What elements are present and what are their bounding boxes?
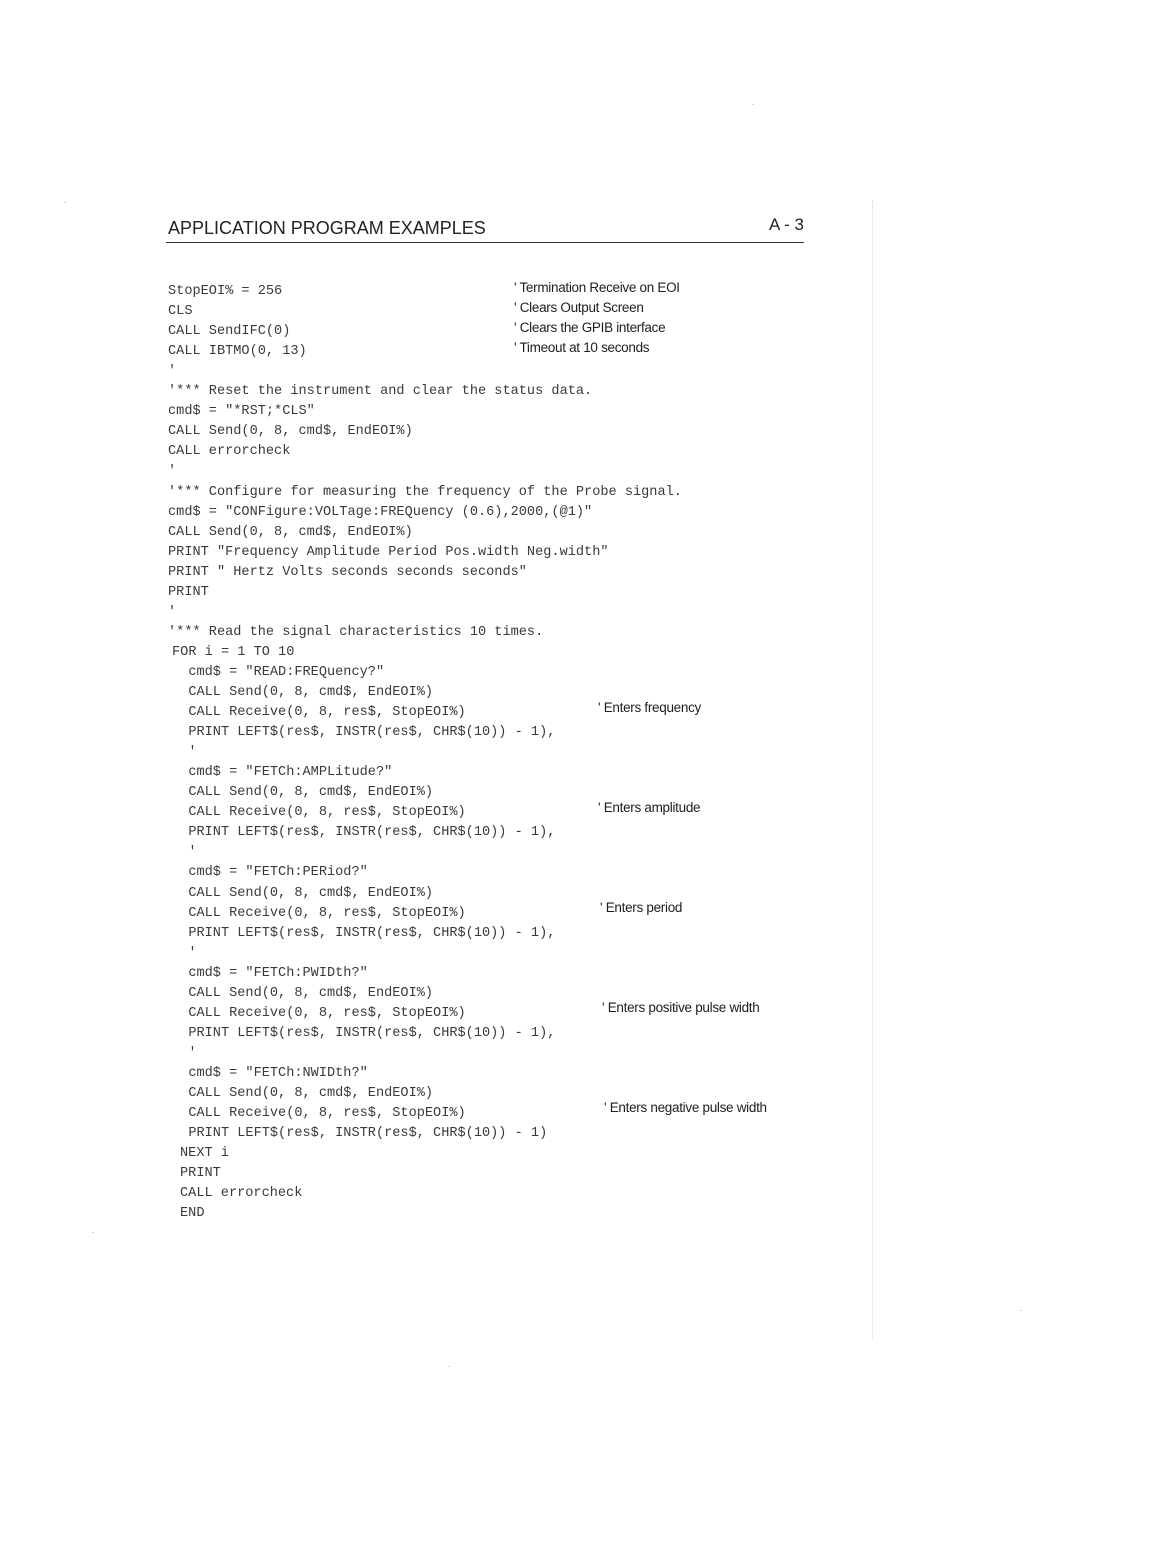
code-comment: ' Enters period xyxy=(600,900,683,915)
code-line: ' xyxy=(172,945,197,961)
code-line: PRINT xyxy=(168,584,209,600)
code-line: CALL Receive(0, 8, res$, StopEOI%) xyxy=(172,1005,466,1021)
code-line: CALL Send(0, 8, cmd$, EndEOI%) xyxy=(172,1086,434,1101)
code-line: cmd$ = "CONFigure:VOLTage:FREQuency (0.6),2000,(@1)" xyxy=(168,504,593,520)
code-line: ' xyxy=(172,845,197,861)
code-line: CALL Send(0, 8, cmd$, EndEOI%) xyxy=(168,424,413,440)
code-line: ' xyxy=(168,364,177,380)
code-comment: ' Termination Receive on EOI xyxy=(514,280,680,295)
code-line: CALL Send(0, 8, cmd$, EndEOI%) xyxy=(172,785,434,801)
code-line: END xyxy=(180,1206,205,1222)
scan-speck xyxy=(1020,1310,1022,1311)
code-line: CALL Send(0, 8, cmd$, EndEOI%) xyxy=(172,685,434,700)
code-line: PRINT LEFT$(res$, INSTR(res$, CHR$(10)) - 1), xyxy=(172,1025,556,1041)
scan-margin-line xyxy=(872,200,873,1340)
code-line: ' xyxy=(172,1045,197,1061)
code-line: CALL errorcheck xyxy=(180,1186,303,1202)
code-line: CALL IBTMO(0, 13) xyxy=(168,344,307,360)
code-line: CALL Send(0, 8, cmd$, EndEOI%) xyxy=(172,985,434,1001)
code-line: PRINT LEFT$(res$, INSTR(res$, CHR$(10)) - 1), xyxy=(172,925,556,941)
code-line: cmd$ = "FETCh:NWIDth?" xyxy=(172,1065,368,1081)
code-line: PRINT LEFT$(res$, INSTR(res$, CHR$(10)) - 1) xyxy=(172,1126,548,1142)
code-line: PRINT LEFT$(res$, INSTR(res$, CHR$(10)) - 1), xyxy=(172,725,556,741)
code-line: cmd$ = "*RST;*CLS" xyxy=(168,404,315,420)
page-number: A - 3 xyxy=(769,215,804,234)
code-line: '*** Read the signal characteristics 10 times. xyxy=(168,624,544,640)
code-line: PRINT "Frequency Amplitude Period Pos.width Neg.width" xyxy=(168,544,609,560)
code-comment: ' Enters negative pulse width xyxy=(604,1100,767,1115)
code-line: PRINT " Hertz Volts seconds seconds seconds" xyxy=(168,564,527,580)
code-comment: ' Timeout at 10 seconds xyxy=(514,340,650,355)
code-line: '*** Reset the instrument and clear the status data. xyxy=(168,384,593,400)
code-line: PRINT xyxy=(180,1166,221,1182)
code-comment: ' Clears Output Screen xyxy=(514,300,644,315)
code-comment: ' Clears the GPIB interface xyxy=(514,320,666,335)
code-line: NEXT i xyxy=(180,1146,229,1162)
code-line: cmd$ = "FETCh:PERiod?" xyxy=(172,865,368,881)
section-title: APPLICATION PROGRAM EXAMPLES xyxy=(168,218,486,238)
code-line: CALL Receive(0, 8, res$, StopEOI%) xyxy=(172,905,466,921)
code-line: cmd$ = "FETCh:PWIDth?" xyxy=(172,965,368,981)
code-line: ' xyxy=(172,745,197,761)
code-line: CALL Receive(0, 8, res$, StopEOI%) xyxy=(172,705,466,721)
scan-speck xyxy=(448,1366,450,1367)
code-line: CALL Send(0, 8, cmd$, EndEOI%) xyxy=(168,524,413,540)
code-line: CALL Receive(0, 8, res$, StopEOI%) xyxy=(172,805,466,821)
code-line: CALL SendIFC(0) xyxy=(168,324,291,340)
code-line: CLS xyxy=(168,304,193,320)
code-line: CALL errorcheck xyxy=(168,444,291,460)
scan-speck xyxy=(752,104,754,105)
code-line: ' xyxy=(168,464,177,480)
scan-speck xyxy=(64,202,66,203)
code-line: cmd$ = "READ:FREQuency?" xyxy=(172,664,385,680)
code-comment: ' Enters positive pulse width xyxy=(602,1000,760,1015)
page-header xyxy=(166,214,804,243)
code-line: cmd$ = "FETCh:AMPLitude?" xyxy=(172,765,393,781)
code-comment: ' Enters amplitude xyxy=(598,800,701,815)
code-line: PRINT LEFT$(res$, INSTR(res$, CHR$(10)) - 1), xyxy=(172,825,556,841)
code-line: ' xyxy=(168,604,177,620)
code-line: CALL Receive(0, 8, res$, StopEOI%) xyxy=(172,1106,466,1122)
code-line: FOR i = 1 TO 10 xyxy=(172,644,295,660)
code-comment: ' Enters frequency xyxy=(598,700,701,715)
scan-speck xyxy=(92,1232,94,1233)
code-line: CALL Send(0, 8, cmd$, EndEOI%) xyxy=(172,885,434,901)
code-line: '*** Configure for measuring the frequency of the Probe signal. xyxy=(168,484,682,500)
code-line: StopEOI% = 256 xyxy=(168,284,283,299)
